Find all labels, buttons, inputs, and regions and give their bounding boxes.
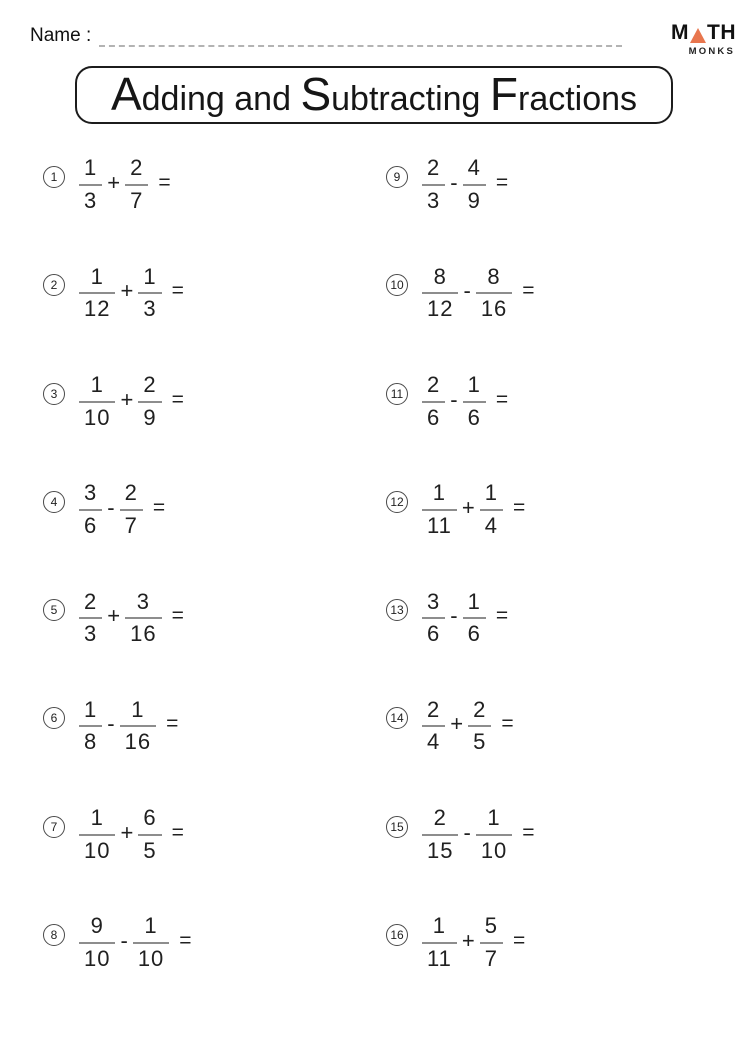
problem-number-badge: 15: [386, 816, 408, 838]
worksheet-title-box: [75, 66, 673, 124]
problem-number-badge: 1: [43, 166, 65, 188]
problem-item: [43, 805, 386, 865]
problem-item: [43, 696, 386, 756]
first-fraction-numerator: 2: [422, 373, 445, 403]
title-initial-f: F: [489, 68, 518, 120]
first-fraction-numerator: 1: [422, 481, 457, 511]
problem-number-badge: 3: [43, 383, 65, 405]
first-fraction-numerator: 1: [422, 914, 457, 944]
operator-sign: -: [450, 170, 458, 195]
problem-item: [43, 913, 386, 973]
second-fraction-numerator: 2: [138, 373, 161, 403]
operator-sign: +: [120, 386, 134, 412]
second-fraction-numerator: 8: [476, 265, 512, 295]
second-fraction-denominator: 10: [137, 946, 165, 972]
second-fraction: [138, 265, 161, 322]
first-fraction-numerator: 2: [422, 806, 458, 836]
first-fraction: [422, 698, 445, 755]
problem-item: [386, 805, 535, 865]
first-fraction: [79, 590, 102, 647]
first-fraction: [422, 590, 445, 647]
second-fraction-numerator: 1: [476, 806, 512, 836]
equals-sign: =: [179, 929, 192, 953]
problem-item: [386, 372, 535, 432]
logo-wordmark: [650, 21, 736, 45]
second-fraction: [476, 806, 512, 863]
problem-item: [386, 263, 535, 323]
second-fraction: [463, 156, 486, 213]
title-segment-2: ubtracting: [331, 80, 490, 118]
title-initial-a: A: [110, 68, 142, 120]
first-fraction-numerator: 3: [422, 590, 445, 620]
logo-subtitle: MONKS: [688, 46, 735, 57]
second-fraction: [480, 481, 503, 538]
name-row: [30, 25, 622, 47]
first-fraction-denominator: 10: [84, 837, 111, 863]
equals-sign: =: [495, 387, 509, 411]
equals-sign: =: [171, 279, 184, 303]
equals-sign: =: [522, 279, 535, 303]
second-fraction-numerator: 2: [125, 156, 148, 186]
title-initial-s: S: [300, 68, 332, 120]
worksheet-title: [111, 67, 637, 121]
problem-item: [386, 913, 535, 973]
first-fraction: [422, 156, 445, 213]
first-fraction-numerator: 1: [79, 806, 115, 836]
second-fraction-denominator: 10: [480, 837, 508, 863]
problem-number-badge: 6: [43, 707, 65, 729]
second-fraction-denominator: 16: [130, 621, 157, 647]
problem-number-badge: 10: [386, 274, 408, 296]
second-fraction-numerator: 1: [133, 914, 169, 944]
first-fraction-denominator: 6: [427, 404, 441, 430]
second-fraction-denominator: 5: [473, 729, 487, 755]
equals-sign: =: [152, 495, 166, 519]
first-fraction: [79, 698, 102, 755]
second-fraction-numerator: 6: [138, 806, 161, 836]
triangle-icon: [690, 28, 706, 43]
problem-item: [386, 480, 535, 540]
equals-sign: =: [171, 820, 184, 844]
equals-sign: =: [512, 495, 526, 519]
problem-item: [386, 696, 535, 756]
second-fraction: [120, 698, 156, 755]
second-fraction-numerator: 1: [138, 265, 161, 295]
first-fraction: [422, 914, 457, 971]
problem-number-badge: 5: [43, 599, 65, 621]
operator-sign: +: [120, 278, 134, 304]
second-fraction-numerator: 1: [463, 373, 486, 403]
second-fraction-numerator: 1: [463, 590, 486, 620]
problem-number-badge: 9: [386, 166, 408, 188]
first-fraction-numerator: 8: [422, 265, 458, 295]
problem-item: [43, 588, 386, 648]
problem-item: [386, 155, 535, 215]
second-fraction: [476, 265, 512, 322]
second-fraction: [463, 590, 486, 647]
second-fraction-denominator: 3: [143, 296, 157, 322]
first-fraction-numerator: 1: [79, 373, 115, 403]
operator-sign: +: [461, 928, 475, 954]
first-fraction-denominator: 12: [427, 296, 454, 322]
problem-number-badge: 8: [43, 924, 65, 946]
name-label: Name :: [30, 25, 92, 46]
problem-number-badge: 13: [386, 599, 408, 621]
equals-sign: =: [171, 387, 184, 411]
first-fraction: [79, 265, 115, 322]
problem-item: [386, 588, 535, 648]
second-fraction: [468, 698, 491, 755]
problem-item: [43, 480, 386, 540]
problem-number-badge: 11: [386, 383, 408, 405]
second-fraction: [480, 914, 503, 971]
problems-grid: [43, 155, 535, 1021]
first-fraction-denominator: 10: [84, 404, 111, 430]
problem-item: [43, 263, 386, 323]
equals-sign: =: [495, 604, 509, 628]
first-fraction-denominator: 15: [427, 837, 454, 863]
operator-sign: -: [463, 819, 471, 845]
first-fraction: [422, 481, 457, 538]
first-fraction-denominator: 4: [427, 729, 441, 755]
operator-sign: -: [463, 278, 471, 304]
logo-letters-th: TH: [707, 21, 736, 44]
operator-sign: -: [450, 603, 458, 629]
second-fraction-numerator: 2: [120, 481, 143, 511]
first-fraction-numerator: 3: [79, 481, 102, 511]
problem-number-badge: 4: [43, 491, 65, 513]
second-fraction-denominator: 9: [467, 188, 481, 213]
second-fraction-denominator: 4: [484, 512, 498, 538]
second-fraction-denominator: 9: [143, 404, 157, 430]
second-fraction-denominator: 7: [484, 946, 498, 972]
first-fraction-denominator: 11: [427, 512, 452, 538]
first-fraction: [79, 806, 115, 863]
equals-sign: =: [171, 604, 184, 628]
second-fraction-denominator: 7: [130, 188, 144, 213]
equals-sign: =: [166, 712, 179, 736]
name-blank-line: [99, 29, 622, 47]
title-segment-1: dding and: [141, 80, 301, 118]
second-fraction-denominator: 6: [467, 621, 481, 647]
first-fraction-denominator: 3: [84, 188, 98, 213]
equals-sign: =: [512, 929, 526, 953]
operator-sign: +: [107, 603, 121, 629]
second-fraction-numerator: 3: [125, 590, 161, 620]
second-fraction-denominator: 16: [124, 729, 152, 755]
problem-number-badge: 7: [43, 816, 65, 838]
first-fraction: [79, 914, 115, 971]
second-fraction-numerator: 1: [480, 481, 503, 511]
first-fraction-numerator: 2: [422, 698, 445, 728]
first-fraction-denominator: 6: [427, 621, 441, 647]
operator-sign: +: [450, 711, 464, 737]
first-fraction-denominator: 3: [427, 188, 441, 213]
operator-sign: +: [107, 170, 121, 195]
first-fraction-denominator: 11: [427, 946, 452, 972]
first-fraction-denominator: 6: [84, 512, 98, 538]
problem-number-badge: 14: [386, 707, 408, 729]
second-fraction-numerator: 1: [120, 698, 156, 728]
first-fraction: [79, 156, 102, 213]
first-fraction: [79, 481, 102, 538]
second-fraction-numerator: 2: [468, 698, 491, 728]
operator-sign: +: [461, 494, 475, 520]
equals-sign: =: [501, 712, 514, 736]
equals-sign: =: [158, 171, 171, 194]
first-fraction-numerator: 1: [79, 265, 115, 295]
second-fraction: [463, 373, 486, 430]
second-fraction-denominator: 5: [143, 837, 157, 863]
math-monks-logo: [650, 21, 736, 57]
second-fraction: [120, 481, 143, 538]
second-fraction-denominator: 6: [467, 404, 481, 430]
equals-sign: =: [522, 820, 535, 844]
first-fraction-numerator: 2: [422, 156, 445, 186]
operator-sign: +: [120, 819, 134, 845]
first-fraction-denominator: 12: [84, 296, 111, 322]
second-fraction: [133, 914, 169, 971]
second-fraction-denominator: 7: [124, 512, 138, 538]
logo-letter-m: M: [671, 21, 689, 44]
equals-sign: =: [495, 171, 509, 194]
first-fraction-denominator: 8: [84, 729, 98, 755]
second-fraction-numerator: 4: [463, 156, 486, 186]
problem-item: [43, 372, 386, 432]
second-fraction: [138, 806, 161, 863]
problem-number-badge: 12: [386, 491, 408, 513]
first-fraction-numerator: 2: [79, 590, 102, 620]
operator-sign: -: [120, 928, 128, 954]
first-fraction: [422, 806, 458, 863]
problem-number-badge: 16: [386, 924, 408, 946]
second-fraction-numerator: 5: [480, 914, 503, 944]
first-fraction: [422, 373, 445, 430]
first-fraction-denominator: 10: [84, 946, 111, 972]
operator-sign: -: [450, 386, 458, 412]
first-fraction-denominator: 3: [84, 621, 98, 647]
problem-number-badge: 2: [43, 274, 65, 296]
first-fraction-numerator: 1: [79, 156, 102, 186]
first-fraction-numerator: 1: [79, 698, 102, 728]
first-fraction: [79, 373, 115, 430]
first-fraction-numerator: 9: [79, 914, 115, 944]
title-segment-3: ractions: [518, 80, 638, 118]
second-fraction-denominator: 16: [480, 296, 508, 322]
problem-item: [43, 155, 386, 215]
first-fraction: [422, 265, 458, 322]
operator-sign: -: [107, 711, 115, 737]
operator-sign: -: [107, 494, 115, 520]
second-fraction: [138, 373, 161, 430]
second-fraction: [125, 590, 161, 647]
second-fraction: [125, 156, 148, 213]
